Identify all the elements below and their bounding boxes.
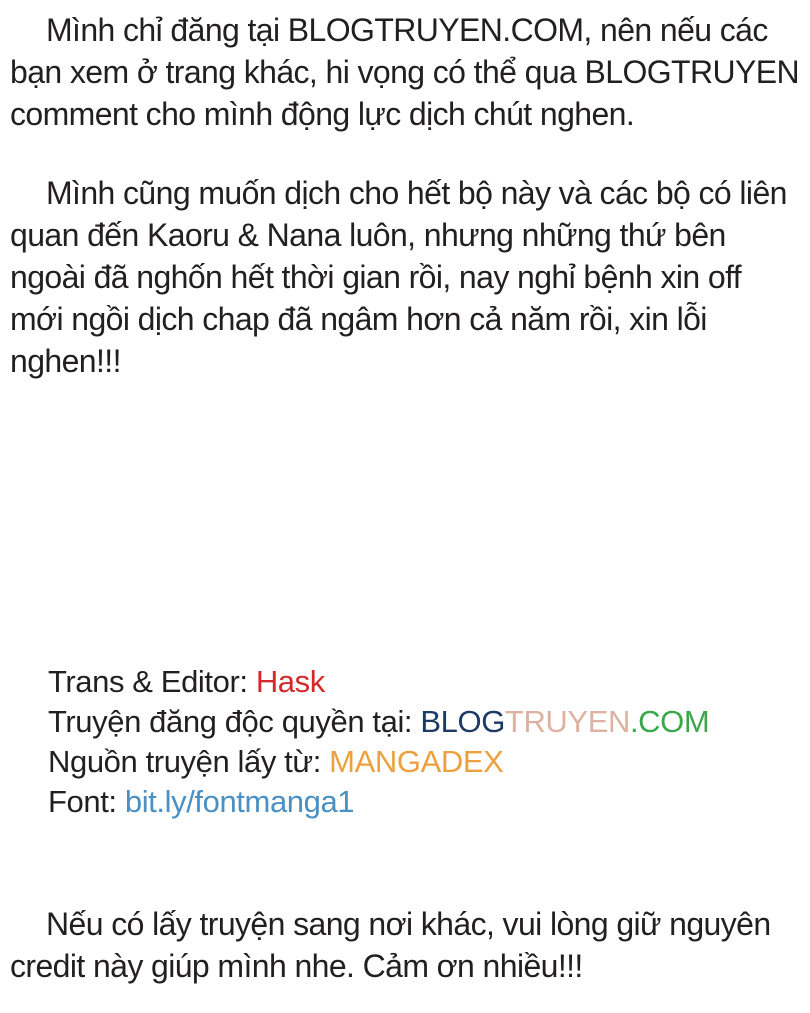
site-name-truyen: TRUYEN <box>504 704 630 739</box>
font-download-link[interactable]: bit.ly/fontmanga1 <box>124 784 355 819</box>
credit-line-translator <box>48 662 709 702</box>
footer-paragraph <box>10 903 806 987</box>
exclusive-site-label: Truyện đăng độc quyền tại: <box>48 704 421 739</box>
translator-name: Hask <box>255 664 325 699</box>
text-line: Mình chỉ đăng tại BLOGTRUYEN.COM, nên nếu các <box>46 12 768 48</box>
text-line: Nếu có lấy truyện sang nơi khác, vui lòng giữ nguyên <box>46 906 771 942</box>
text-line: Mình cũng muốn dịch cho hết bộ này và các bộ có liên <box>46 175 787 211</box>
credit-line-font <box>48 782 709 822</box>
site-name-blog: BLOG <box>420 704 505 739</box>
credit-line-source <box>48 742 709 782</box>
site-name-com: .COM <box>629 704 710 739</box>
text-line: comment cho mình động lực dịch chút nghen. <box>10 96 635 132</box>
text-line: bạn xem ở trang khác, hi vọng có thể qua BLOGTRUYEN <box>10 54 800 90</box>
text-line: ngoài đã nghốn hết thời gian rồi, nay nghỉ bệnh xin off <box>10 259 742 295</box>
text-line: quan đến Kaoru & Nana luôn, nhưng những thứ bên <box>10 217 726 253</box>
body-paragraph <box>10 172 806 382</box>
credits-block <box>48 662 709 822</box>
text-line: mới ngồi dịch chap đã ngâm hơn cả năm rồi, xin lỗi <box>10 301 707 337</box>
text-line: credit này giúp mình nhe. Cảm ơn nhiều!!! <box>10 948 583 984</box>
font-label: Font: <box>48 784 125 819</box>
source-site-name: MANGADEX <box>329 744 504 779</box>
text-line: nghen!!! <box>10 343 121 379</box>
intro-paragraph <box>10 9 806 135</box>
credit-line-exclusive-site <box>48 702 709 742</box>
translator-label: Trans & Editor: <box>48 664 256 699</box>
source-label: Nguồn truyện lấy từ: <box>48 744 330 779</box>
